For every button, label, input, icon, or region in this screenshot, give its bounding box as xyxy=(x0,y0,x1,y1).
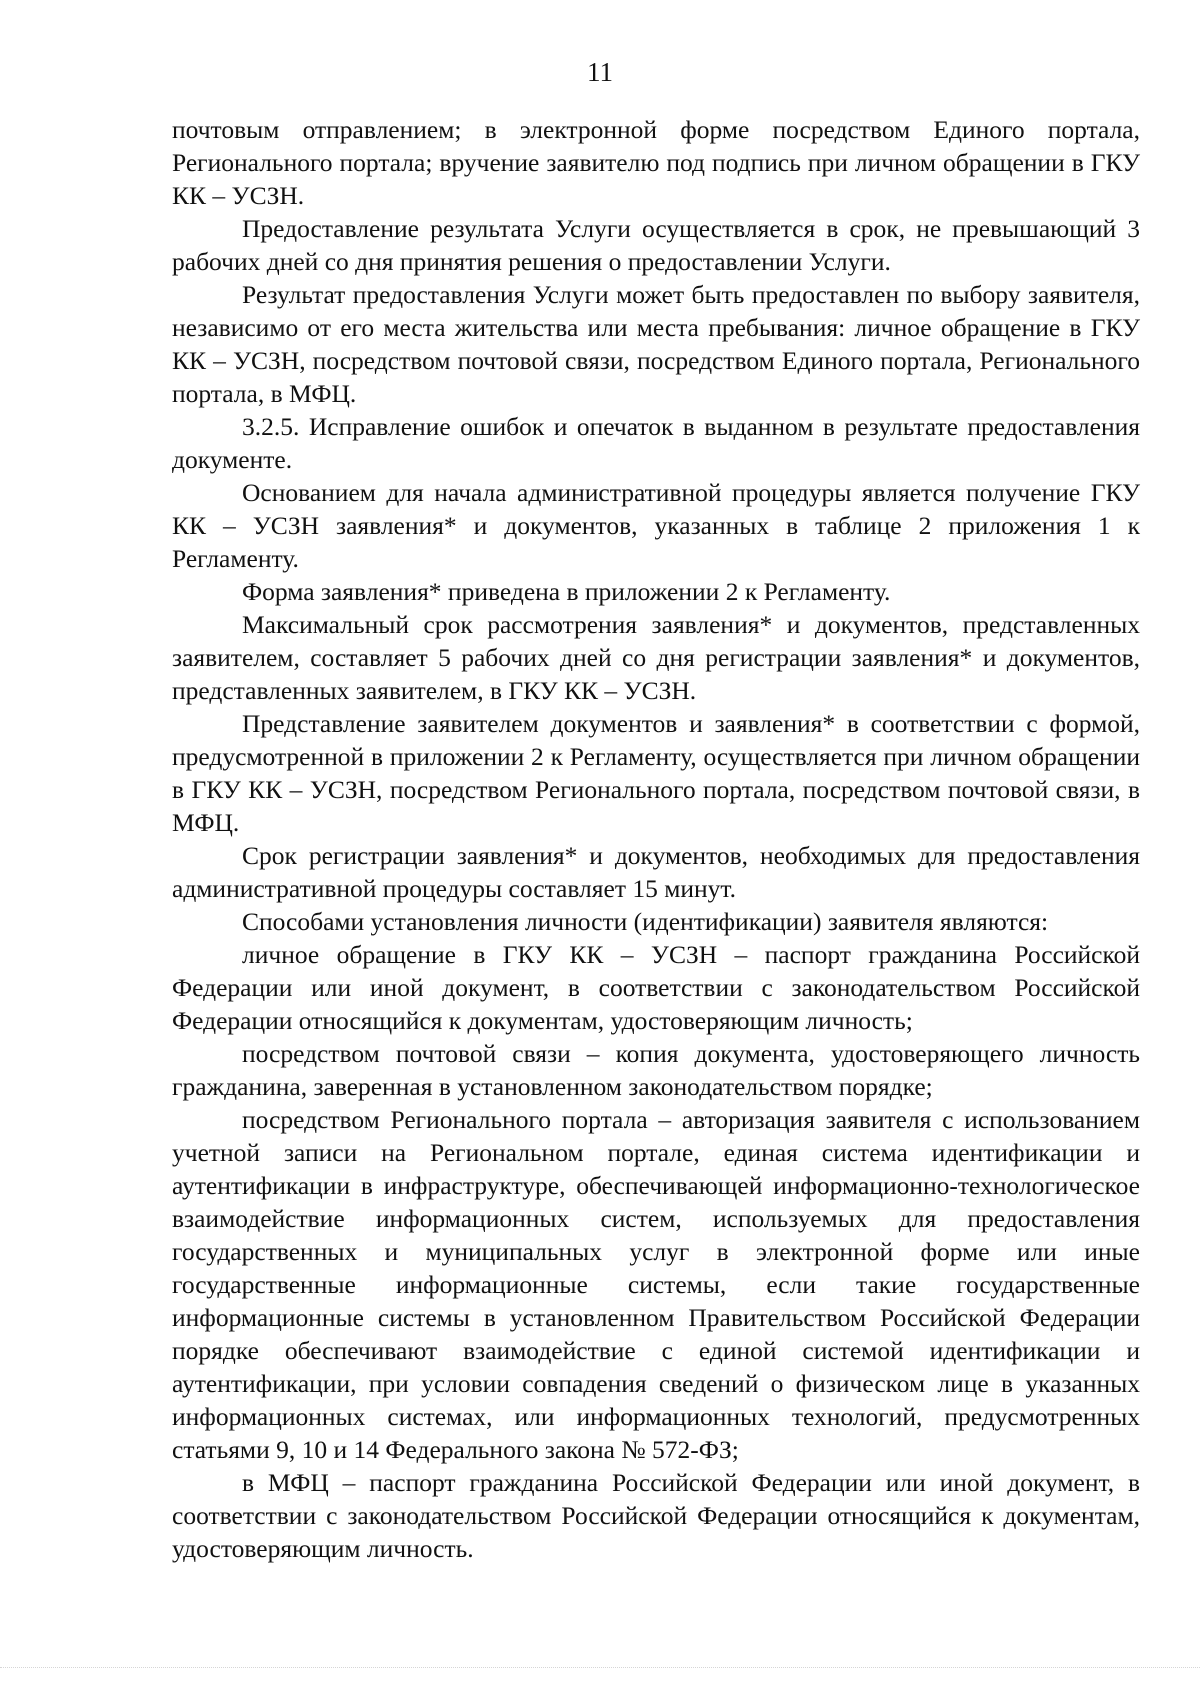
document-body xyxy=(172,113,1140,1565)
page-number: 11 xyxy=(587,57,613,87)
paragraph-identification-methods: Способами установления личности (идентификации) заявителя являются: xyxy=(242,907,1049,936)
paragraph-identification-personal: личное обращение в ГКУ КК – УСЗН – паспорт гражданина Российской Федерации или иной документ, в соответствии с законодательством Российской Федерации относящийся к документам, удостоверяющим личность; xyxy=(172,940,1140,1035)
scan-edge-line xyxy=(0,1667,1200,1668)
paragraph-result-term: Предоставление результата Услуги осуществляется в срок, не превышающий 3 рабочих дней со дня принятия решения о предоставлении Услуги. xyxy=(172,214,1140,276)
paragraph-submission-methods: Представление заявителем документов и заявления* в соответствии с формой, предусмотренной в приложении 2 к Регламенту, осуществляется при личном обращении в ГКУ КК – УСЗН, посредством Регионального портала, посредством почтовой связи, в МФЦ. xyxy=(172,709,1140,837)
paragraph-procedure-basis: Основанием для начала административной процедуры является получение ГКУ КК – УСЗН заявления* и документов, указанных в таблице 2 приложения 1 к Регламенту. xyxy=(172,478,1140,573)
paragraph-identification-postal: посредством почтовой связи – копия документа, удостоверяющего личность гражданина, заверенная в установленном законодательством порядке; xyxy=(172,1039,1140,1101)
paragraph-delivery-methods: почтовым отправлением; в электронной форме посредством Единого портала, Регионального портала; вручение заявителю под подпись при личном обращении в ГКУ КК – УСЗН. xyxy=(172,115,1140,210)
paragraph-review-term: Максимальный срок рассмотрения заявления* и документов, представленных заявителем, составляет 5 рабочих дней со дня регистрации заявления* и документов, представленных заявителем, в ГКУ КК – УСЗН. xyxy=(172,610,1140,705)
section-heading-3-2-5: 3.2.5. Исправление ошибок и опечаток в выданном в результате предоставления документе. xyxy=(172,412,1140,474)
paragraph-identification-mfc: в МФЦ – паспорт гражданина Российской Федерации или иной документ, в соответствии с законодательством Российской Федерации относящийся к документам, удостоверяющим личность. xyxy=(172,1468,1140,1563)
paragraph-identification-portal: посредством Регионального портала – авторизация заявителя с использованием учетной записи на Региональном портале, единая система идентификации и аутентификации в инфраструктуре, обеспечивающей информационно-технологическое взаимодействие информационных систем, используемых для предоставления государственных и муниципальных услуг в электронной форме или иные государственные информационные системы, если такие государственные информационные системы в установленном Правительством Российской Федерации порядке обеспечивают взаимодействие с единой системой идентификации и аутентификации, при условии совпадения сведений о физическом лице в указанных информационных системах, или информационных технологий, предусмотренных статьями 9, 10 и 14 Федерального закона № 572-ФЗ; xyxy=(172,1105,1140,1464)
paragraph-application-form: Форма заявления* приведена в приложении 2 к Регламенту. xyxy=(242,577,891,606)
paragraph-result-choice: Результат предоставления Услуги может быть предоставлен по выбору заявителя, независимо от его места жительства или места пребывания: личное обращение в ГКУ КК – УСЗН, посредством почтовой связи, посредством Единого портала, Регионального портала, в МФЦ. xyxy=(172,280,1140,408)
paragraph-registration-term: Срок регистрации заявления* и документов, необходимых для предоставления административной процедуры составляет 15 минут. xyxy=(172,841,1140,903)
